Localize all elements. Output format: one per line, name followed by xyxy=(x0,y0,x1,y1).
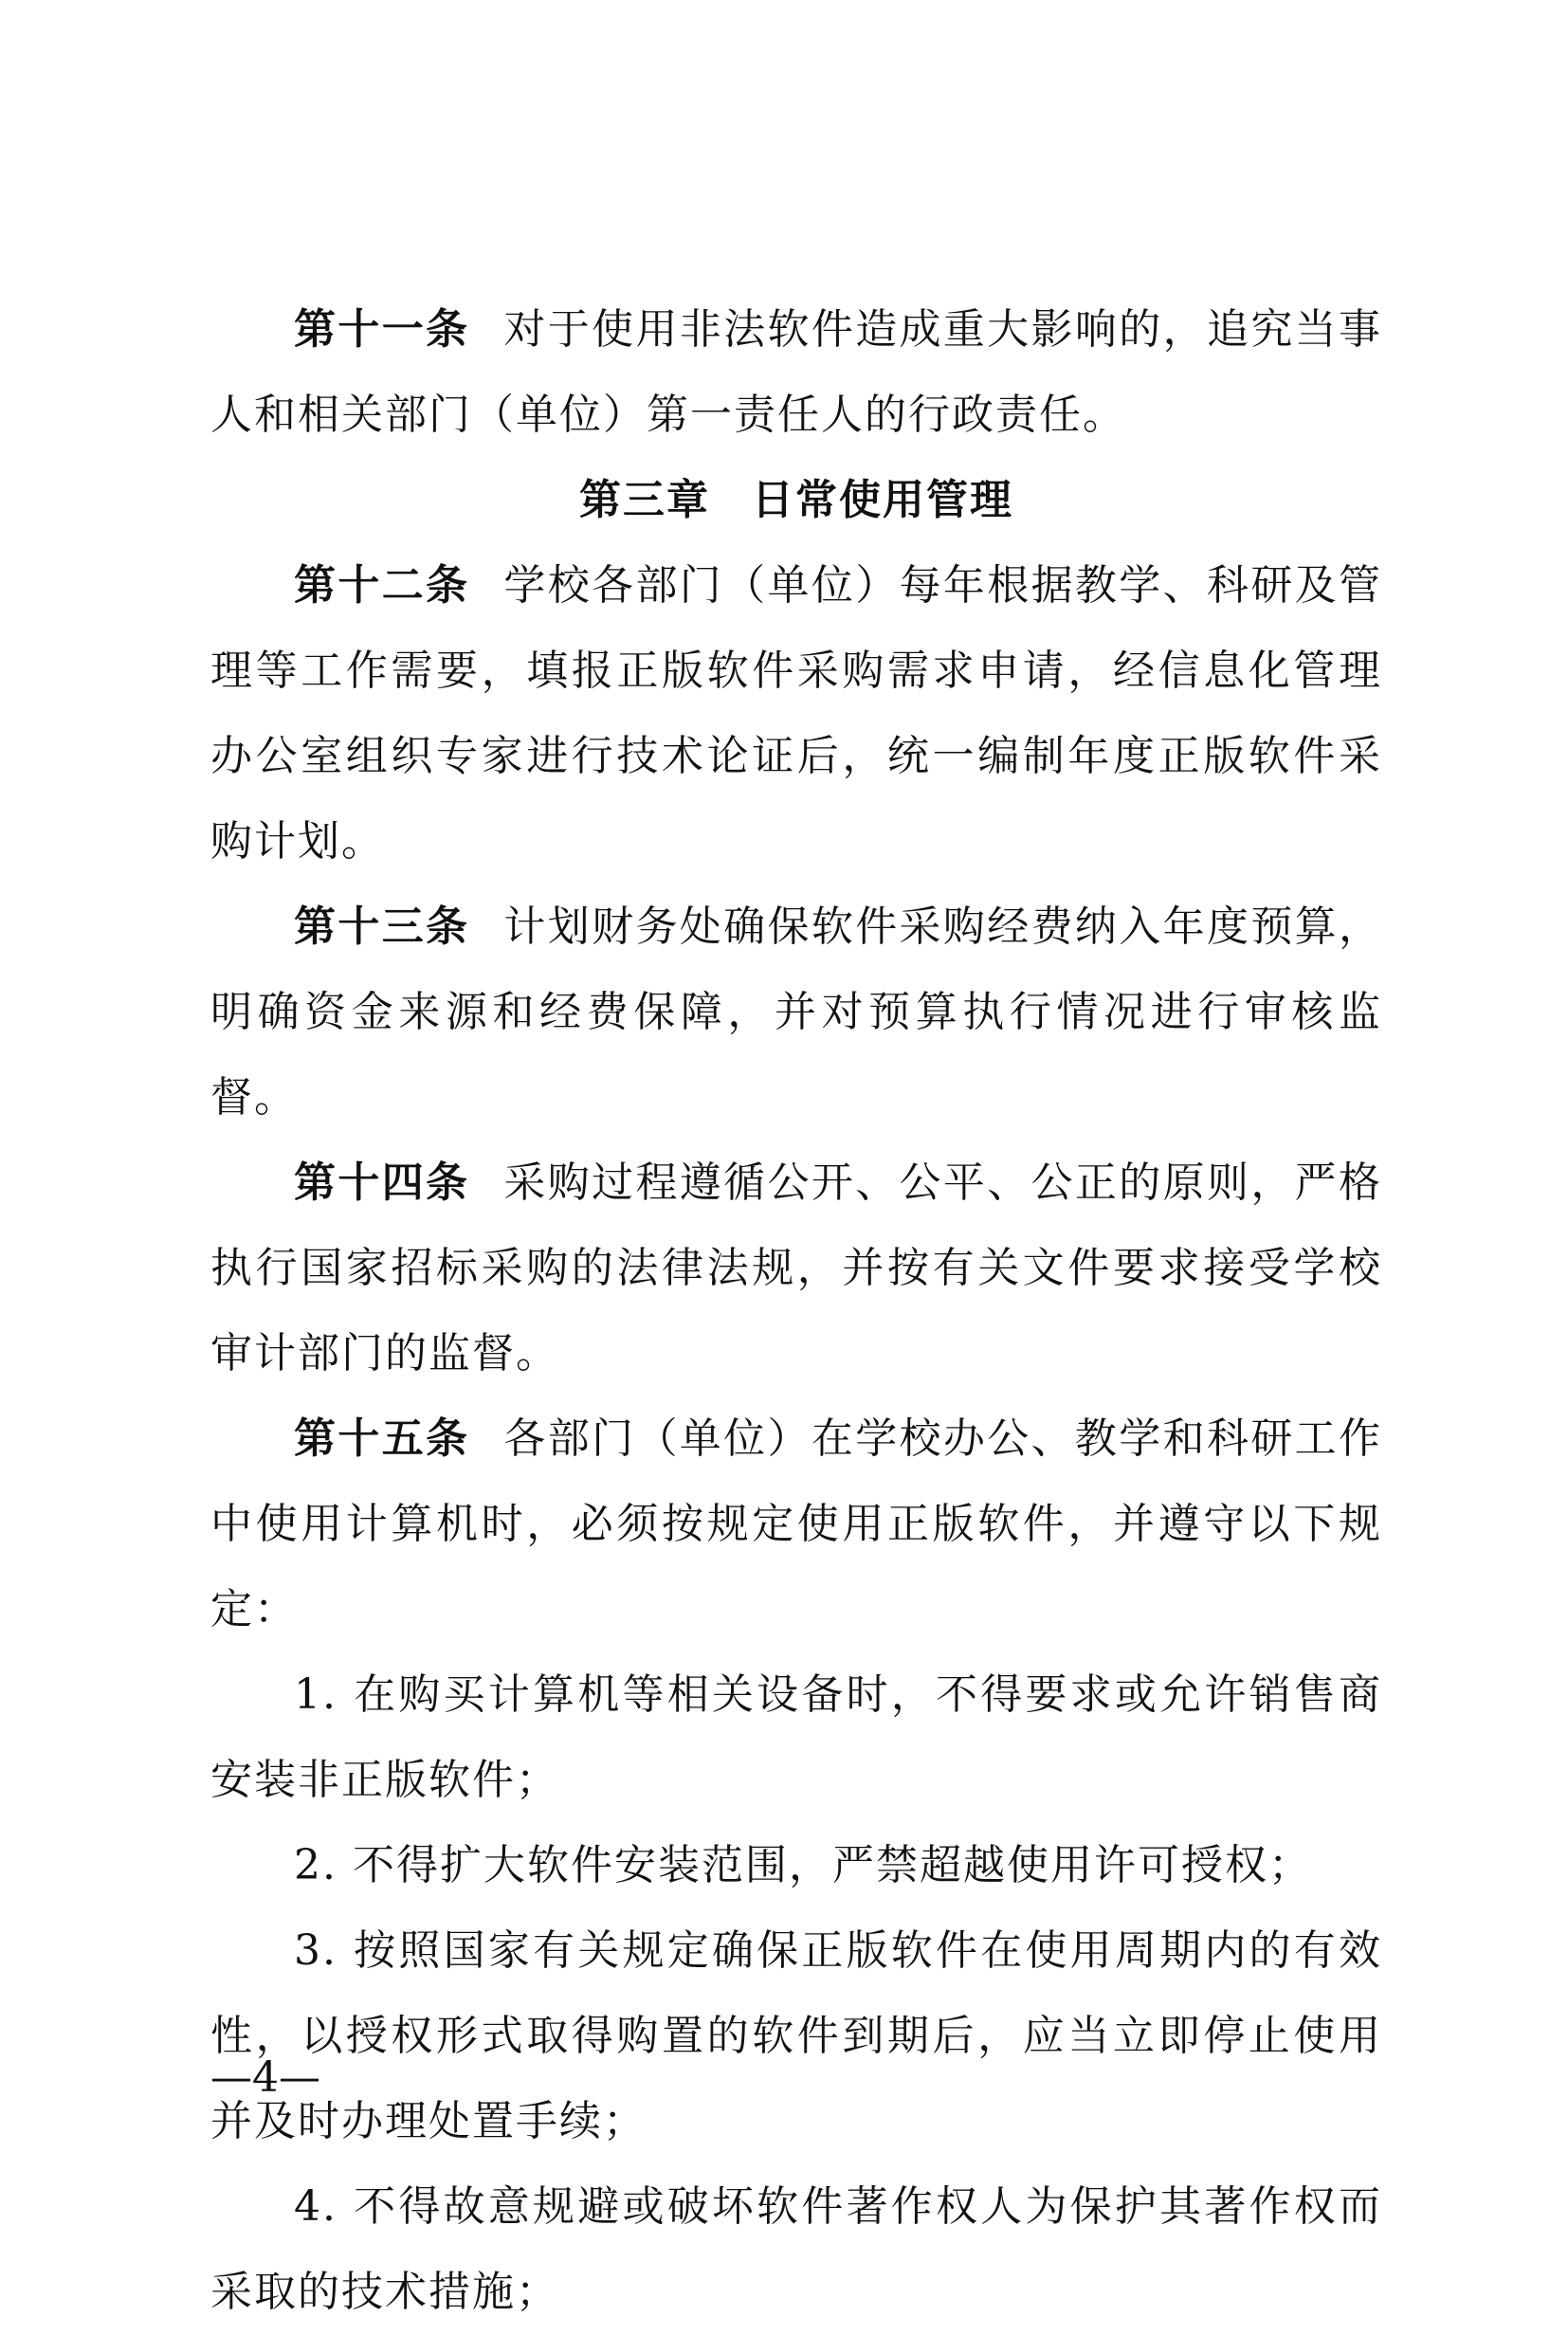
article-11 xyxy=(210,287,1382,458)
article-text: 对于使用非法软件造成重大影响的，追究当事人和相关部门（单位）第一责任人的行政责任。 xyxy=(210,305,1383,439)
list-item-4: 4. 不得故意规避或破坏软件著作权人为保护其著作权而采取的技术措施； xyxy=(210,2182,1382,2316)
article-text: 计划财务处确保软件采购经费纳入年度预算，明确资金来源和经费保障，并对预算执行情况进行审核监督。 xyxy=(210,903,1383,1122)
article-12 xyxy=(210,543,1382,885)
chapter-heading xyxy=(210,458,1382,543)
article-text: 各部门（单位）在学校办公、教学和科研工作中使用计算机时，必须按规定使用正版软件，并遵守以下规定： xyxy=(210,1414,1383,1633)
article-13 xyxy=(210,885,1382,1140)
list-item-2: 2. 不得扩大软件安装范围，严禁超越使用许可授权； xyxy=(294,1841,1312,1889)
article-text: 采购过程遵循公开、公平、公正的原则，严格执行国家招标采购的法律法规，并按有关文件要求接受学校审计部门的监督。 xyxy=(210,1158,1383,1377)
article-label: 第十五条 xyxy=(294,1414,470,1463)
chapter-title: 日常使用管理 xyxy=(752,476,1013,524)
article-text: 学校各部门（单位）每年根据教学、科研及管理等工作需要，填报正版软件采购需求申请，经信息化管理办公室组织专家进行技术论证后，统一编制年度正版软件采购计划。 xyxy=(210,561,1383,866)
document-body xyxy=(210,287,1382,2335)
article-label: 第十三条 xyxy=(294,903,470,951)
article-label: 第十四条 xyxy=(294,1158,470,1207)
article-label: 第十二条 xyxy=(294,561,470,610)
list-item-3: 3. 按照国家有关规定确保正版软件在使用周期内的有效性，以授权形式取得购置的软件到期后，应当立即停止使用并及时办理处置手续； xyxy=(210,1926,1382,2145)
chapter-number: 第三章 xyxy=(579,476,710,524)
article-label: 第十一条 xyxy=(294,305,470,354)
article-15 xyxy=(210,1396,1382,1652)
page-number: —4— xyxy=(210,2053,320,2102)
article-14 xyxy=(210,1140,1382,1396)
list-item-1: 1. 在购买计算机等相关设备时，不得要求或允许销售商安装非正版软件； xyxy=(210,1670,1382,1804)
